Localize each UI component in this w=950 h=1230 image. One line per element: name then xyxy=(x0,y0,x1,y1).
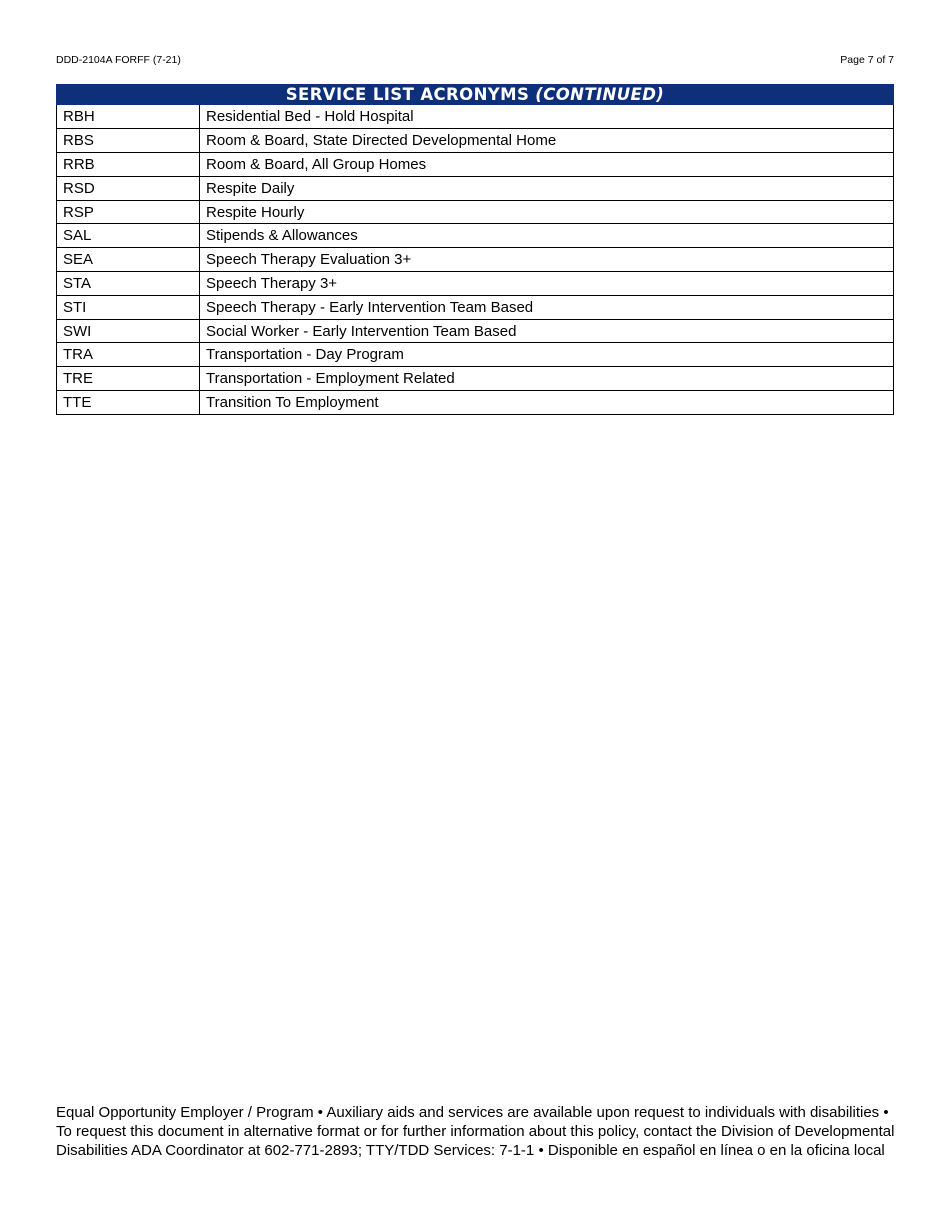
table-row xyxy=(57,129,894,153)
table-row xyxy=(57,391,894,415)
acronym-description: Social Worker - Early Intervention Team Based xyxy=(200,319,894,343)
table-row xyxy=(57,343,894,367)
acronym-code: SAL xyxy=(57,224,200,248)
acronym-code: STA xyxy=(57,272,200,296)
acronym-description: Speech Therapy Evaluation 3+ xyxy=(200,248,894,272)
acronym-description: Room & Board, All Group Homes xyxy=(200,153,894,177)
acronym-code: RBH xyxy=(57,105,200,129)
acronym-code: RBS xyxy=(57,129,200,153)
acronym-description: Speech Therapy 3+ xyxy=(200,272,894,296)
table-row xyxy=(57,200,894,224)
page-header xyxy=(56,53,894,67)
acronym-code: RSP xyxy=(57,200,200,224)
table-title-bar xyxy=(56,84,894,105)
table-row xyxy=(57,367,894,391)
acronyms-table-body xyxy=(57,105,894,414)
table-row xyxy=(57,295,894,319)
acronym-description: Transportation - Employment Related xyxy=(200,367,894,391)
table-row xyxy=(57,319,894,343)
table-title: SERVICE LIST ACRONYMS xyxy=(285,85,530,104)
acronym-description: Stipends & Allowances xyxy=(200,224,894,248)
table-row xyxy=(57,224,894,248)
table-row xyxy=(57,176,894,200)
table-row xyxy=(57,248,894,272)
acronym-code: STI xyxy=(57,295,200,319)
acronym-description: Respite Daily xyxy=(200,176,894,200)
acronym-code: TRA xyxy=(57,343,200,367)
acronym-code: TTE xyxy=(57,391,200,415)
table-row xyxy=(57,272,894,296)
footer-notice: Equal Opportunity Employer / Program • Auxiliary aids and services are available upon request to individuals with disabilities • To request this document in alternative format or for further information about this policy, contact the Division of Developmental Disabilities ADA Coordinator at 602-771-2893; TTY/TDD Services: 7-1-1 • Disponible en español en línea o en la oficina local xyxy=(56,1104,895,1159)
acronym-description: Residential Bed - Hold Hospital xyxy=(200,105,894,129)
page-number: Page 7 of 7 xyxy=(840,54,894,66)
acronyms-table xyxy=(56,105,894,415)
acronym-description: Room & Board, State Directed Developmental Home xyxy=(200,129,894,153)
acronym-code: RSD xyxy=(57,176,200,200)
acronym-description: Transition To Employment xyxy=(200,391,894,415)
acronyms-table-section xyxy=(56,84,894,415)
acronym-description: Transportation - Day Program xyxy=(200,343,894,367)
acronym-code: TRE xyxy=(57,367,200,391)
table-title-suffix: (CONTINUED) xyxy=(535,85,665,104)
acronym-code: SWI xyxy=(57,319,200,343)
table-row xyxy=(57,153,894,177)
table-row xyxy=(57,105,894,129)
acronym-description: Respite Hourly xyxy=(200,200,894,224)
acronym-description: Speech Therapy - Early Intervention Team Based xyxy=(200,295,894,319)
acronym-code: RRB xyxy=(57,153,200,177)
form-id: DDD-2104A FORFF (7-21) xyxy=(56,54,181,66)
acronym-code: SEA xyxy=(57,248,200,272)
